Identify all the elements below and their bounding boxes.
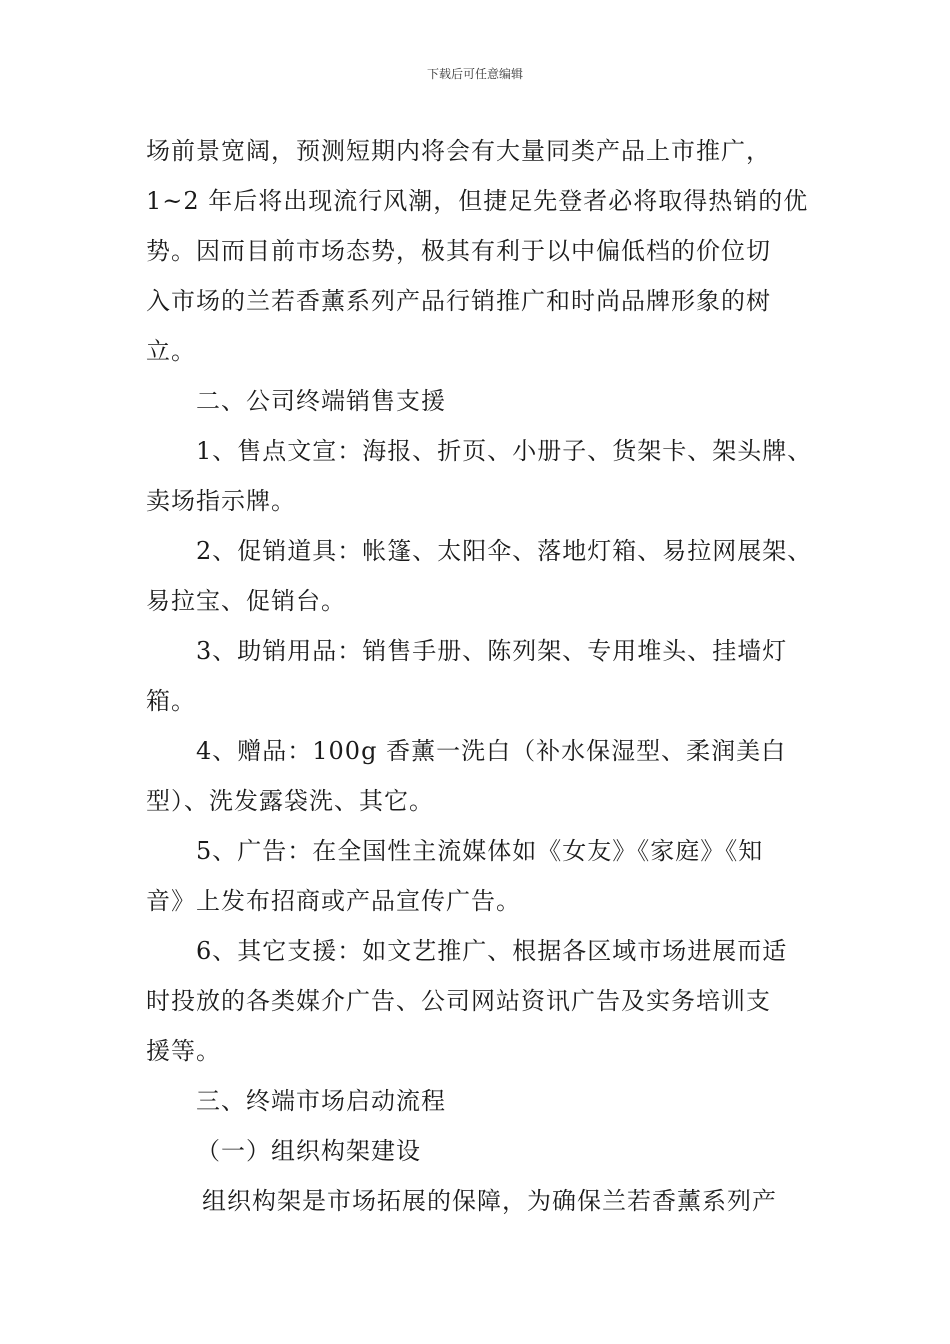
text-line: 立。 bbox=[146, 337, 196, 365]
text-line: 音》上发布招商或产品宣传广告。 bbox=[146, 887, 521, 915]
section-heading: 三、终端市场启动流程 bbox=[196, 1087, 446, 1115]
text-line: 箱。 bbox=[146, 687, 196, 715]
list-item: 5、广告：在全国性主流媒体如《女友》《家庭》《知 bbox=[196, 837, 764, 865]
section-heading: 二、公司终端销售支援 bbox=[196, 387, 446, 415]
list-item: 6、其它支援：如文艺推广、根据各区域市场进展而适 bbox=[196, 937, 788, 965]
text-line: 易拉宝、促销台。 bbox=[146, 587, 346, 615]
subsection-heading: （一）组织构架建设 bbox=[196, 1137, 421, 1165]
list-item: 4、赠品：100g 香薰一洗白（补水保湿型、柔润美白 bbox=[196, 737, 787, 765]
text-line: 卖场指示牌。 bbox=[146, 487, 296, 515]
list-item: 2、促销道具：帐篷、太阳伞、落地灯箱、易拉网展架、 bbox=[196, 537, 813, 565]
text-line: 时投放的各类媒介广告、公司网站资讯广告及实务培训支 bbox=[146, 987, 771, 1015]
text-line: 组织构架是市场拓展的保障，为确保兰若香薰系列产 bbox=[202, 1187, 777, 1215]
text-line: 入市场的兰若香薰系列产品行销推广和时尚品牌形象的树 bbox=[146, 287, 771, 315]
text-line: 援等。 bbox=[146, 1037, 221, 1065]
list-item: 1、售点文宣：海报、折页、小册子、货架卡、架头牌、 bbox=[196, 437, 813, 465]
page-header-note: 下载后可任意编辑 bbox=[426, 67, 523, 81]
document-body bbox=[146, 126, 816, 1226]
text-line: 场前景宽阔，预测短期内将会有大量同类产品上市推广， bbox=[146, 137, 771, 165]
list-item: 3、助销用品：销售手册、陈列架、专用堆头、挂墙灯 bbox=[196, 637, 788, 665]
text-line: 1~2 年后将出现流行风潮，但捷足先登者必将取得热销的优 bbox=[146, 187, 809, 215]
text-line: 势。因而目前市场态势，极其有利于以中偏低档的价位切 bbox=[146, 237, 771, 265]
text-line: 型）、洗发露袋洗、其它。 bbox=[146, 787, 434, 815]
